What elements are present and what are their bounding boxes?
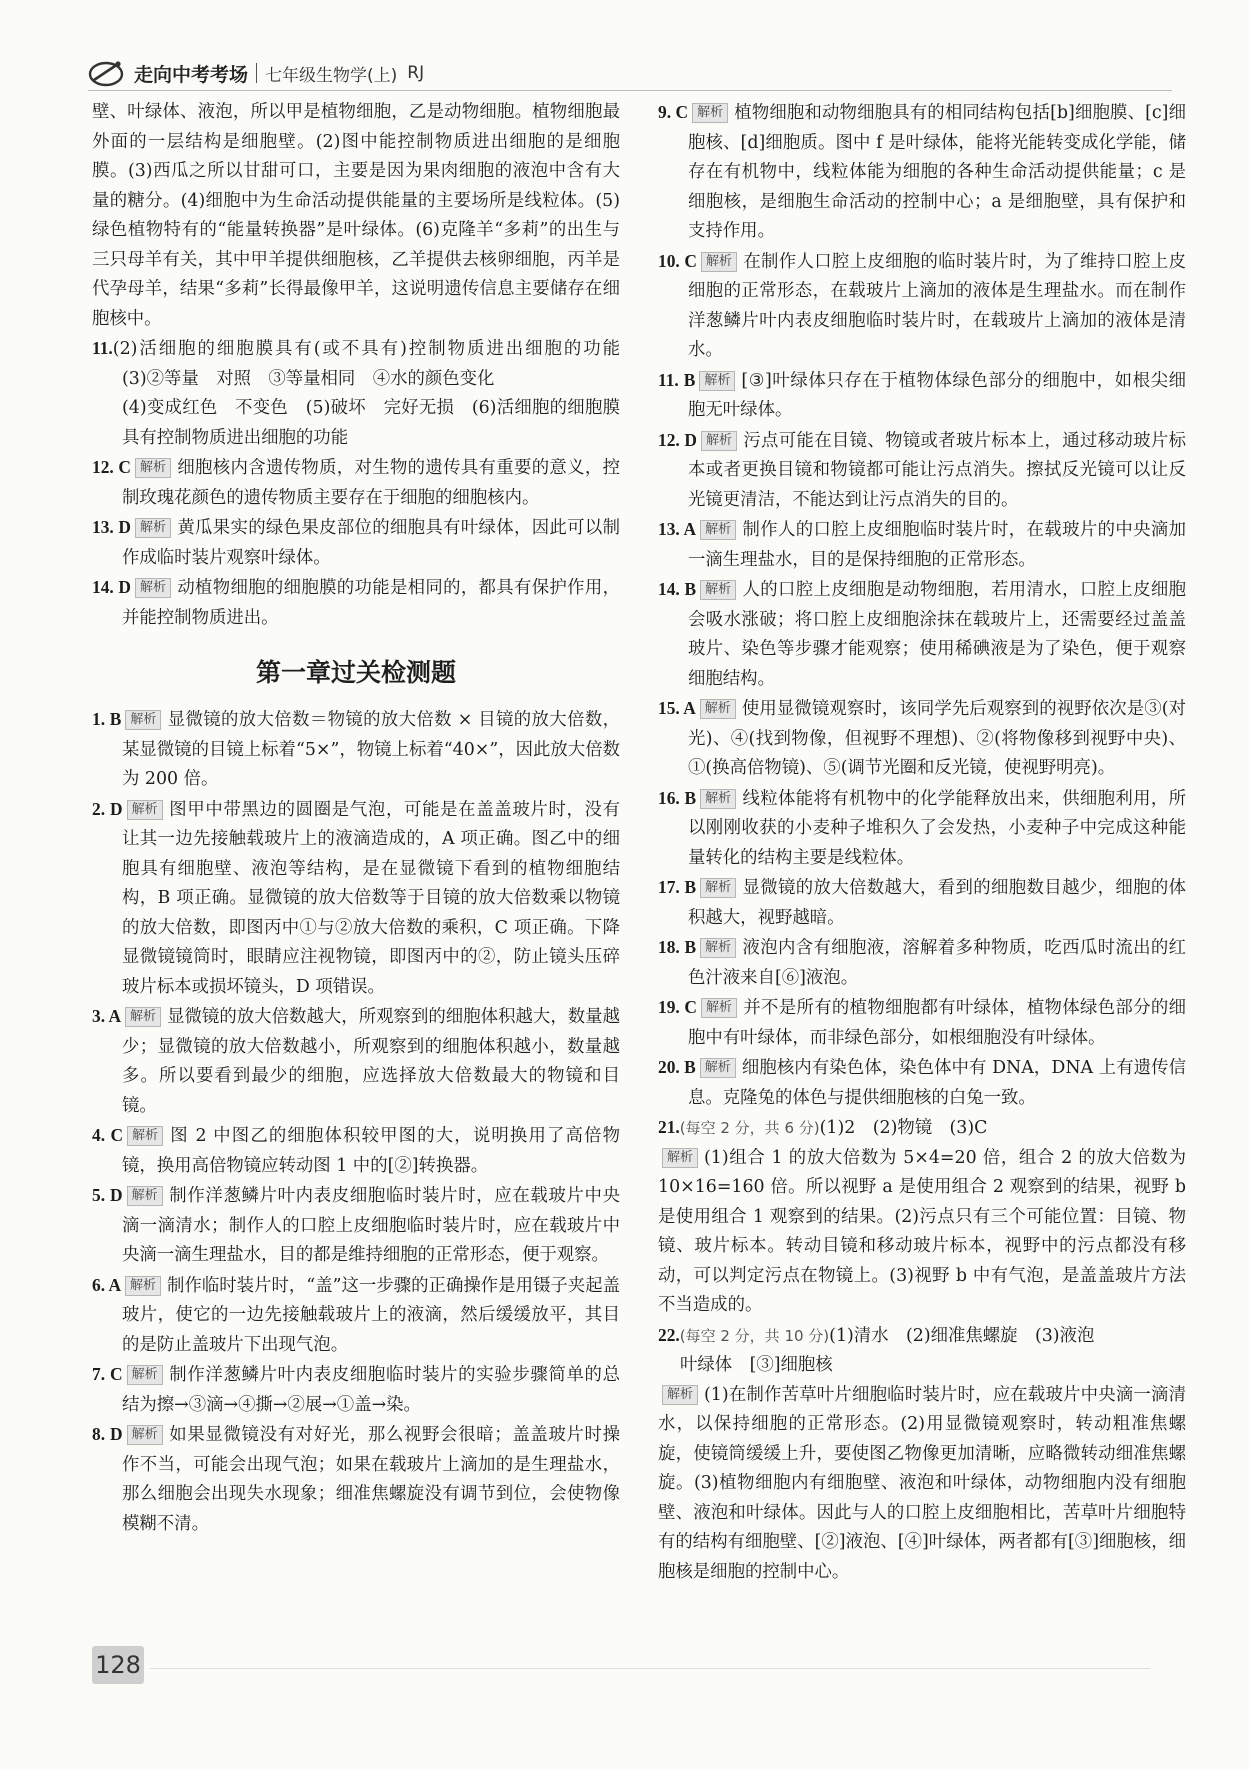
analysis-text: (1)组合 1 的放大倍数为 5×4=20 倍，组合 2 的放大倍数为 10×16=160 倍。所以视野 a 是使用组合 2 观察到的结果，视野 b 是使用组合 1 观察到的结果。(2)污点只有三个可能位置：目镜、物镜、玻片标本。转动目镜和移动玻片标本，视野中的污点都没有移动，可以判定污点在物镜上。(3)视野 b 中有气泡，是盖盖玻片方法不当造成的。 bbox=[658, 1147, 1186, 1315]
analysis-badge: 解析 bbox=[662, 1385, 698, 1405]
item-text: 制作洋葱鳞片叶内表皮细胞临时装片时，应在载玻片中央滴一滴清水；制作人的口腔上皮细胞临时装片时，应在载玻片中央滴一滴生理盐水，目的都是维持细胞的正常形态，便于观察。 bbox=[122, 1186, 620, 1265]
item-number: 7. C bbox=[92, 1364, 123, 1384]
brand-logo-icon bbox=[88, 58, 128, 88]
item-number: 22. bbox=[658, 1324, 680, 1345]
item-text: 线粒体能将有机物中的化学能释放出来，供细胞利用，所以刚刚收获的小麦种子堆积久了会发热，小麦种子中完成这种能量转化的结构主要是线粒体。 bbox=[688, 788, 1186, 868]
analysis-text: (1)在制作苦草叶片细胞临时装片时，应在载玻片中央滴一滴清水，以保持细胞的正常形态。(2)用显微镜观察时，转动粗准焦螺旋，使镜筒缓缓上升，要使图乙物像更加清晰，应略微转动细准焦螺旋。(3)植物细胞内有细胞壁、液泡和叶绿体，动物细胞内没有细胞壁、液泡和叶绿体。因此与人的口腔上皮细胞相比，苦草叶片细胞特有的结构有细胞壁、[②]液泡、[④]叶绿体，两者都有[③]细胞核，细胞核是细胞的控制中心。 bbox=[658, 1384, 1186, 1582]
item-text: (2)活细胞的细胞膜具有(或不具有)控制物质进出细胞的功能 (3)②等量 对照 ③等量相同 ④水的颜色变化 bbox=[112, 339, 638, 389]
continued-analysis: 壁、叶绿体、液泡，所以甲是植物细胞，乙是动物细胞。植物细胞最外面的一层结构是细胞壁。(2)图中能控制物质进出细胞的是细胞膜。(3)西瓜之所以甘甜可口，主要是因为果肉细胞的液泡中含有大量的糖分。(4)细胞中为生命活动提供能量的主要场所是线粒体。(5)绿色植物特有的“能量转换器”是叶绿体。(6)克隆羊“多莉”的出生与三只母羊有关，其中甲羊提供细胞核，乙羊提供去核卵细胞，丙羊是代孕母羊，结果“多莉”长得最像甲羊，这说明遗传信息主要储存在细胞核中。 bbox=[92, 102, 620, 329]
answer-item bbox=[658, 247, 1186, 366]
answer-item bbox=[92, 1271, 620, 1361]
item-text: 制作临时装片时，“盖”这一步骤的正确操作是用镊子夹起盖玻片，使它的一边先接触载玻片上的液滴，然后缓缓放平，其目的是防止盖玻片下出现气泡。 bbox=[122, 1275, 620, 1355]
answer-item bbox=[92, 1121, 620, 1181]
answer-item bbox=[92, 1002, 620, 1121]
analysis-badge: 解析 bbox=[135, 518, 171, 538]
item-number: 10. C bbox=[658, 250, 697, 271]
item-number: 19. C bbox=[658, 997, 697, 1017]
answer-item bbox=[658, 575, 1186, 694]
item-text: 细胞核内有染色体，染色体中有 DNA，DNA 上有遗传信息。克隆兔的体色与提供细胞核的白兔一致。 bbox=[688, 1058, 1187, 1108]
analysis-badge: 解析 bbox=[127, 1186, 163, 1206]
analysis-badge: 解析 bbox=[699, 371, 735, 391]
item-number: 21. bbox=[658, 1117, 680, 1137]
edition-label: RJ bbox=[407, 63, 425, 83]
item-text: 图甲中带黑边的圆圈是气泡，可能是在盖盖玻片时，没有让其一边先接触载玻片上的液滴造成的，A 项正确。图乙中的细胞具有细胞壁、液泡等结构，是在显微镜下看到的植物细胞结构，B 项正确。显微镜的放大倍数等于目镜的放大倍数乘以物镜的放大倍数，即图丙中①与②放大倍数的乘积，C 项正确。下降显微镜镜筒时，眼睛应注视物镜，即图丙中的②，防止镜头压碎玻片标本或损坏镜头，D 项错误。 bbox=[122, 799, 620, 997]
answer-item bbox=[658, 426, 1186, 516]
item-text: 制作洋葱鳞片叶内表皮细胞临时装片的实验步骤简单的总结为擦→③滴→④撕→②展→①盖→染。 bbox=[122, 1365, 620, 1415]
item-text: 显微镜的放大倍数＝物镜的放大倍数 × 目镜的放大倍数，某显微镜的目镜上标着“5×”，物镜上标着“40×”，因此放大倍数为 200 倍。 bbox=[122, 710, 620, 789]
analysis-badge: 解析 bbox=[700, 699, 736, 719]
item-text: [③]叶绿体只存在于植物体绿色部分的细胞中，如根尖细胞无叶绿体。 bbox=[688, 370, 1186, 420]
item-text: 细胞核内含遗传物质，对生物的遗传具有重要的意义，控制玫瑰花颜色的遗传物质主要存在于细胞的细胞核内。 bbox=[122, 458, 620, 508]
score-note: (每空 2 分，共 10 分) bbox=[679, 1326, 830, 1345]
item-number: 20. B bbox=[658, 1057, 696, 1077]
answer-item bbox=[658, 993, 1186, 1053]
footer-rule bbox=[150, 1668, 1150, 1677]
analysis-badge: 解析 bbox=[701, 431, 737, 451]
item-number: 3. A bbox=[92, 1006, 122, 1026]
answer-item bbox=[658, 933, 1186, 993]
item-answer: (1)2 (2)物镜 (3)C bbox=[819, 1118, 988, 1138]
right-column bbox=[658, 98, 1186, 1587]
answer-item bbox=[92, 453, 620, 513]
item-number: 9. C bbox=[658, 102, 689, 122]
item-number: 14. D bbox=[92, 577, 131, 597]
brand-title: 走向中考考场 bbox=[134, 63, 249, 86]
item-text: 动植物细胞的细胞膜的功能是相同的，都具有保护作用，并能控制物质进出。 bbox=[122, 578, 620, 628]
answer-item bbox=[658, 1321, 1186, 1352]
analysis-badge: 解析 bbox=[125, 1276, 161, 1296]
item-number: 11. bbox=[92, 338, 113, 358]
item-number: 14. B bbox=[658, 579, 697, 599]
analysis-badge: 解析 bbox=[127, 1365, 163, 1385]
item-text: 并不是所有的植物细胞都有叶绿体，植物体绿色部分的细胞中有叶绿体，而非绿色部分，如根细胞没有叶绿体。 bbox=[688, 998, 1186, 1048]
answer-item bbox=[658, 1053, 1186, 1113]
analysis-badge: 解析 bbox=[125, 1007, 161, 1027]
answer-item bbox=[658, 515, 1186, 575]
item-text: 显微镜的放大倍数越大，所观察到的细胞体积越大，数量越少；显微镜的放大倍数越小，所观察到的细胞体积越小，数量越多。所以要看到最少的细胞，应选择放大倍数最大的物镜和目镜。 bbox=[122, 1007, 620, 1116]
analysis-badge: 解析 bbox=[127, 1425, 163, 1445]
item-number: 17. B bbox=[658, 877, 697, 897]
answer-list-right bbox=[658, 98, 1186, 1113]
analysis-badge: 解析 bbox=[125, 710, 161, 730]
answer-item bbox=[92, 573, 620, 633]
item-number: 1. B bbox=[92, 709, 122, 729]
answer-item bbox=[658, 98, 1186, 247]
item-text: 显微镜的放大倍数越大，看到的细胞数目越少，细胞的体积越大，视野越暗。 bbox=[688, 878, 1186, 928]
item-number: 15. A bbox=[658, 698, 696, 718]
answer-item bbox=[658, 784, 1186, 874]
analysis-badge: 解析 bbox=[700, 938, 736, 958]
page-number: 128 bbox=[92, 1646, 144, 1684]
answer-item bbox=[92, 795, 620, 1003]
item-text: 污点可能在目镜、物镜或者玻片标本上，通过移动玻片标本或者更换目镜和物镜都可能让污点消失。擦拭反光镜可以让反光镜更清洁，不能达到让污点消失的目的。 bbox=[688, 430, 1186, 510]
analysis-block bbox=[658, 1144, 1186, 1321]
item-text: 图 2 中图乙的细胞体积较甲图的大，说明换用了高倍物镜，换用高倍物镜应转动图 1 中的[②]转换器。 bbox=[122, 1126, 621, 1176]
answer-item bbox=[658, 694, 1186, 784]
analysis-badge: 解析 bbox=[135, 578, 171, 598]
answer-item bbox=[92, 334, 638, 394]
analysis-badge: 解析 bbox=[127, 1126, 163, 1146]
subject-title: 七年级生物学(上) bbox=[265, 65, 398, 86]
analysis-badge: 解析 bbox=[135, 458, 171, 478]
item-text: 植物细胞和动物细胞具有的相同结构包括[b]细胞膜、[c]细胞核、[d]细胞质。图中 f 是叶绿体，能将光能转变成化学能，储存在有机物中，线粒体能为细胞的各种生命活动提供能量；c 是细胞核，是细胞生命活动的控制中心；a 是细胞壁，具有保护和支持作用。 bbox=[688, 103, 1186, 241]
item-text: 液泡内含有细胞液，溶解着多种物质，吃西瓜时流出的红色汁液来自[⑥]液泡。 bbox=[688, 938, 1186, 988]
item-text: 人的口腔上皮细胞是动物细胞，若用清水，口腔上皮细胞会吸水涨破；将口腔上皮细胞涂抹在载玻片上，还需要经过盖盖玻片、染色等步骤才能观察；使用稀碘液是为了染色，便于观察细胞结构。 bbox=[688, 580, 1186, 689]
item-number: 13. A bbox=[658, 519, 697, 539]
item-text: 黄瓜果实的绿色果皮部位的细胞具有叶绿体，因此可以制作成临时装片观察叶绿体。 bbox=[122, 518, 620, 568]
page-header bbox=[88, 56, 424, 90]
header-divider bbox=[256, 63, 257, 83]
item-answer: (1)清水 (2)细准焦螺旋 (3)液泡 bbox=[829, 1325, 1095, 1346]
item-answer-continued: 叶绿体 [③]细胞核 bbox=[680, 1355, 833, 1375]
item-number: 18. B bbox=[658, 937, 697, 957]
header-rule bbox=[88, 90, 1172, 91]
item-number: 12. C bbox=[92, 457, 131, 477]
item-number: 4. C bbox=[92, 1125, 124, 1145]
item-number: 2. D bbox=[92, 798, 123, 819]
analysis-badge: 解析 bbox=[127, 800, 163, 820]
item-number: 5. D bbox=[92, 1185, 123, 1205]
item-text: 使用显微镜观察时，该同学先后观察到的视野依次是③(对光)、④(找到物像，但视野不理想)、②(将物像移到视野中央)、①(换高倍物镜)、⑤(调节光圈和反光镜，使视野明亮)。 bbox=[688, 699, 1186, 778]
answer-item bbox=[658, 1113, 1186, 1144]
answer-list-a bbox=[92, 453, 620, 633]
item-number: 11. B bbox=[658, 369, 696, 390]
item-text: 在制作人口腔上皮细胞的临时装片时，为了维持口腔上皮细胞的正常形态，在载玻片上滴加的液体是生理盐水。而在制作洋葱鳞片叶内表皮细胞临时装片时，在载玻片上滴加的液体是清水。 bbox=[688, 251, 1186, 360]
analysis-badge: 解析 bbox=[700, 878, 736, 898]
answer-item bbox=[92, 1360, 620, 1420]
answer-item bbox=[92, 1181, 620, 1271]
answer-item bbox=[92, 513, 620, 573]
analysis-block bbox=[658, 1381, 1186, 1588]
analysis-badge: 解析 bbox=[700, 1058, 736, 1078]
item-number: 13. D bbox=[92, 517, 131, 537]
left-column bbox=[92, 98, 638, 1539]
analysis-badge: 解析 bbox=[701, 998, 737, 1018]
answer-item bbox=[658, 366, 1186, 426]
item-text: 如果显微镜没有对好光，那么视野会很暗；盖盖玻片时操作不当，可能会出现气泡；如果在载玻片上滴加的是生理盐水，那么细胞会出现失水现象；细准焦螺旋没有调节到位，会使物像模糊不清。 bbox=[122, 1425, 620, 1534]
analysis-badge: 解析 bbox=[662, 1148, 698, 1168]
analysis-badge: 解析 bbox=[692, 103, 728, 123]
item-number: 8. D bbox=[92, 1424, 123, 1444]
item-number: 12. D bbox=[658, 429, 697, 450]
item-number: 16. B bbox=[658, 787, 697, 808]
answer-list-b bbox=[92, 705, 620, 1539]
answer-item bbox=[92, 705, 620, 795]
analysis-badge: 解析 bbox=[701, 252, 737, 272]
score-note: (每空 2 分，共 6 分) bbox=[679, 1119, 820, 1137]
answer-item bbox=[92, 1420, 620, 1539]
analysis-badge: 解析 bbox=[700, 789, 736, 809]
item-number: 6. A bbox=[92, 1274, 122, 1295]
analysis-badge: 解析 bbox=[700, 520, 736, 540]
answer-item bbox=[658, 873, 1186, 933]
analysis-badge: 解析 bbox=[700, 580, 736, 600]
answer-item-continued: (4)变成红色 不变色 (5)破坏 完好无损 (6)活细胞的细胞膜具有控制物质进出细胞的功能 bbox=[122, 398, 620, 448]
item-text: 制作人的口腔上皮细胞临时装片时，在载玻片的中央滴加一滴生理盐水，目的是保持细胞的正常形态。 bbox=[688, 520, 1186, 570]
chapter-title: 第一章过关检测题 bbox=[255, 658, 456, 687]
